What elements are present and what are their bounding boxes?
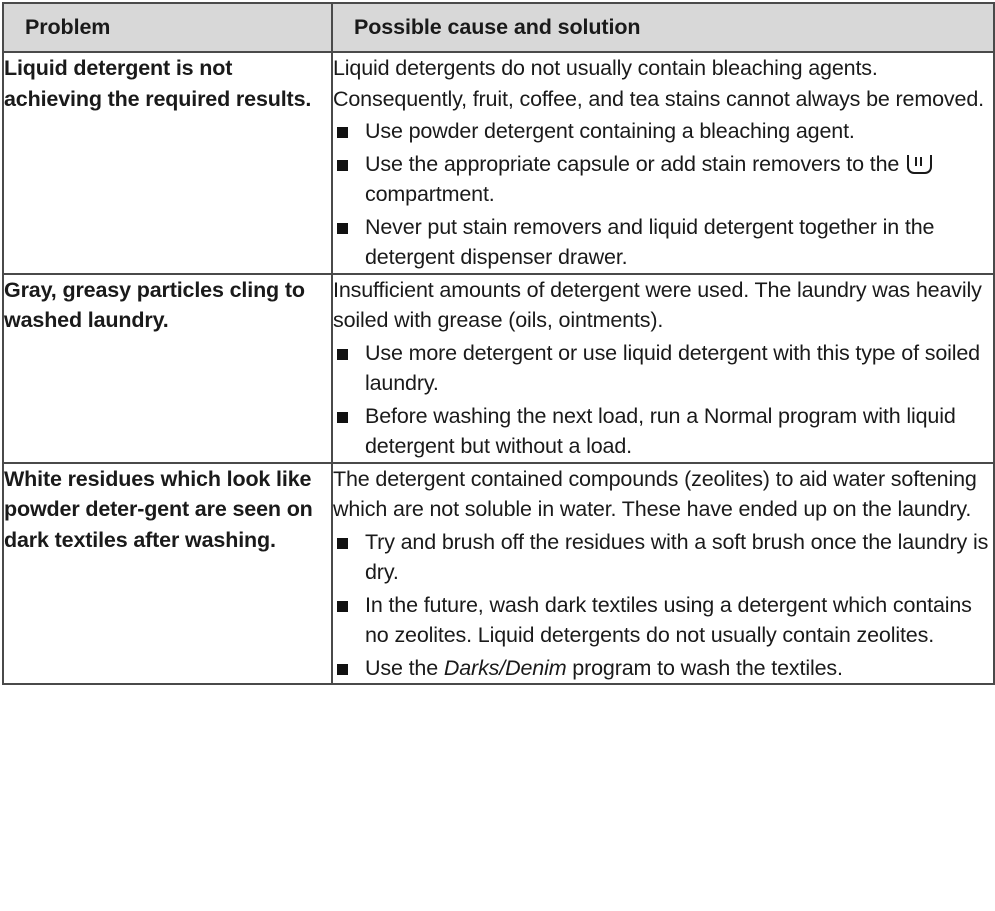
- column-header-cause: [332, 3, 994, 52]
- bullet-square-icon: [337, 160, 348, 171]
- bullet-square-icon: [337, 223, 348, 234]
- bullet-square-icon: [337, 412, 348, 423]
- list-item: [333, 149, 993, 210]
- troubleshooting-table-page: [0, 2, 995, 911]
- list-item-text: In the future, wash dark textiles using a detergent which contains no zeolites. Liquid detergents do not usually contain zeolites.: [365, 592, 972, 648]
- list-item: [333, 401, 993, 462]
- column-header-cause-label: Possible cause and solution: [354, 15, 641, 39]
- list-item-text: Try and brush off the residues with a soft brush once the laundry is dry.: [365, 529, 989, 585]
- bullet-square-icon: [337, 127, 348, 138]
- list-item-text: Before washing the next load, run a Normal program with liquid detergent but without a load.: [365, 403, 956, 459]
- list-item-text-after: compartment.: [365, 182, 495, 207]
- table-header: [3, 3, 994, 52]
- column-header-problem: [3, 3, 332, 52]
- detergent-compartment-II-icon: [907, 155, 932, 175]
- troubleshooting-table: [2, 2, 995, 685]
- list-item-text: Never put stain removers and liquid detergent together in the detergent dispenser drawer.: [365, 214, 935, 270]
- problem-text: Liquid detergent is not achieving the required results.: [4, 56, 312, 111]
- column-header-problem-label: Problem: [25, 15, 111, 39]
- list-item-text: Use powder detergent containing a bleaching agent.: [365, 119, 855, 144]
- cause-intro-text: Liquid detergents do not usually contain bleaching agents. Consequently, fruit, coffee, and tea stains cannot always be removed.: [333, 56, 984, 111]
- compartment-bar-2: [920, 157, 922, 166]
- solution-list: [333, 527, 993, 684]
- cause-cell: [332, 52, 994, 274]
- list-item-text-after: program to wash the textiles.: [566, 655, 843, 680]
- table-header-row: [3, 3, 994, 52]
- bullet-square-icon: [337, 538, 348, 549]
- problem-text: White residues which look like powder deter-gent are seen on dark textiles after washing.: [4, 466, 313, 552]
- list-item-text: Use more detergent or use liquid detergent with this type of soiled laundry.: [365, 340, 980, 396]
- list-item: [333, 212, 993, 273]
- cause-cell: [332, 463, 994, 685]
- list-item: [333, 527, 993, 588]
- list-item-text-before: Use the: [365, 655, 444, 680]
- table-row: [3, 274, 994, 463]
- bullet-square-icon: [337, 664, 348, 675]
- compartment-bar-1: [915, 157, 917, 166]
- problem-cell: [3, 274, 332, 463]
- list-item: [333, 116, 993, 147]
- cause-cell: [332, 274, 994, 463]
- problem-text: Gray, greasy particles cling to washed laundry.: [4, 277, 305, 333]
- list-item: [333, 590, 993, 651]
- list-item: [333, 653, 993, 684]
- problem-cell: [3, 463, 332, 685]
- table-body: [3, 52, 994, 684]
- problem-cell: [3, 52, 332, 274]
- cause-intro-text: The detergent contained compounds (zeolites) to aid water softening which are not soluble in water. These have ended up on the laundry.: [333, 466, 977, 522]
- table-row: [3, 52, 994, 274]
- program-name-emphasis: Darks/Denim: [443, 655, 567, 680]
- bullet-square-icon: [337, 349, 348, 360]
- bullet-square-icon: [337, 601, 348, 612]
- table-row: [3, 463, 994, 685]
- solution-list: [333, 116, 993, 273]
- list-item-text-before: Use the appropriate capsule or add stain removers to the: [365, 151, 906, 176]
- list-item: [333, 338, 993, 399]
- cause-intro-text: Insufficient amounts of detergent were used. The laundry was heavily soiled with grease (oils, ointments).: [333, 277, 982, 333]
- solution-list: [333, 338, 993, 462]
